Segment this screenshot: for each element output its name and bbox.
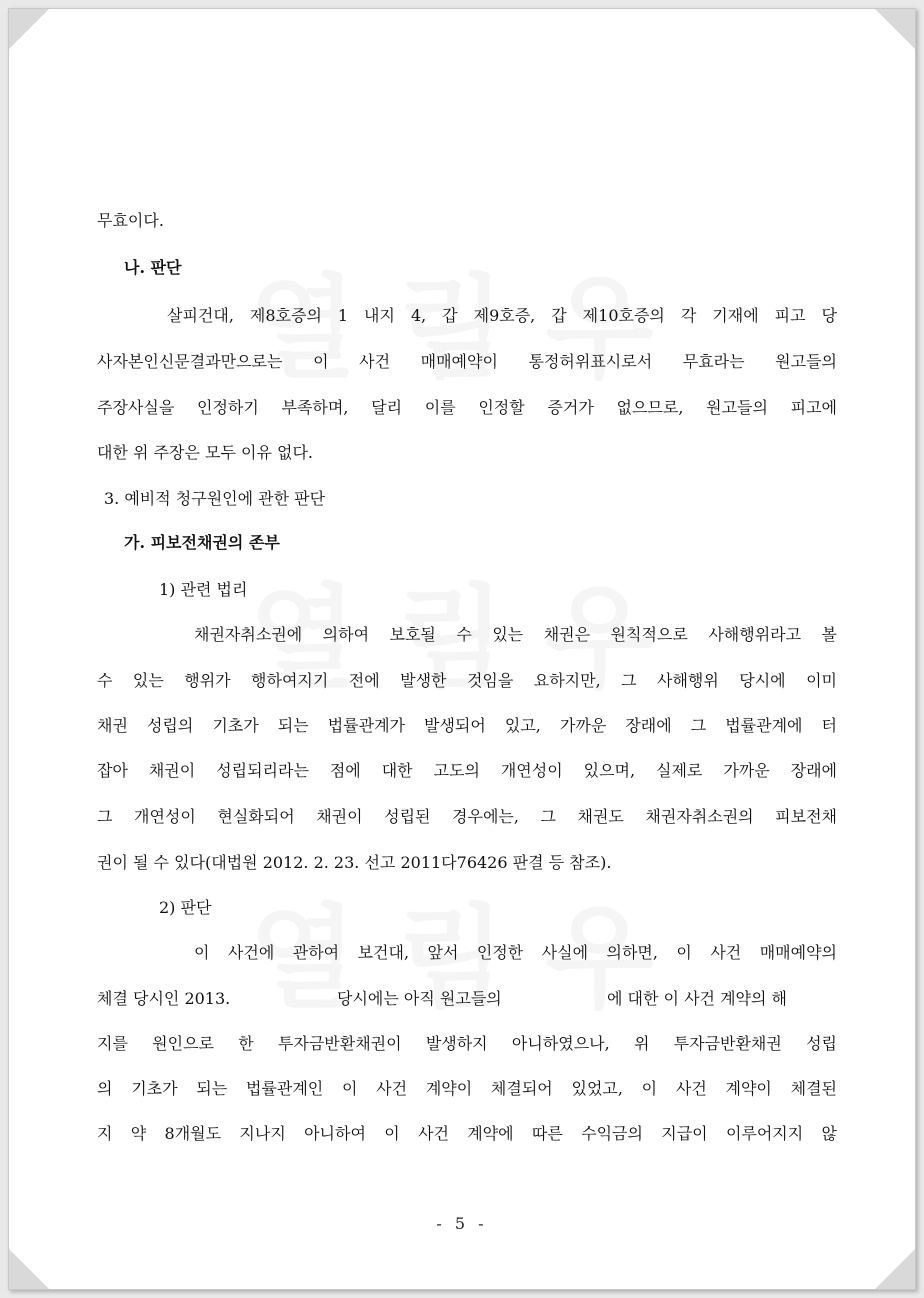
page-corner-top-right [875, 9, 915, 49]
text-line: 수 있는 행위가 행하여지기 전에 발생한 것임을 요하지만, 그 사해행위 당시에 이미 [97, 671, 837, 690]
text-line: 대한 위 주장은 모두 이유 없다. [97, 443, 313, 462]
text-line: 채권자취소권에 의하여 보호될 수 있는 채권은 원칙적으로 사해행위라고 볼 [194, 625, 837, 644]
text-line: 권이 될 수 있다(대법원 2012. 2. 23. 선고 2011다76426 판결 등 참조). [97, 853, 612, 872]
page-number: - 5 - [436, 1214, 488, 1233]
text-line: 사자본인신문결과만으로는 이 사건 매매예약이 통정허위표시로서 무효라는 원고들의 [97, 352, 837, 371]
text-line: 의 기초가 되는 법률관계인 이 사건 계약이 체결되어 있었고, 이 사건 계약이 체결된 [97, 1079, 837, 1098]
section-heading: 가. 피보전채권의 존부 [124, 533, 280, 552]
text-line: 이 사건에 관하여 보건대, 앞서 인정한 사실에 의하면, 이 사건 매매예약의 [194, 943, 837, 962]
section-heading: 3. 예비적 청구원인에 관한 판단 [104, 489, 326, 508]
text-line-part: 당시에는 아직 원고들의 [337, 989, 502, 1008]
subsection-heading: 2) 판단 [159, 898, 212, 917]
subsection-heading: 1) 관련 법리 [159, 580, 248, 599]
page-corner-bottom-left [9, 1249, 49, 1289]
text-line: 채권 성립의 기초가 되는 법률관계가 발생되어 있고, 가까운 장래에 그 법률관계에 터 [97, 716, 837, 735]
text-line-part: 체결 당시인 2013. [97, 989, 231, 1008]
text-line: 주장사실을 인정하기 부족하며, 달리 이를 인정할 증거가 없으므로, 원고들의 피고에 [97, 398, 837, 417]
text-line: 지 약 8개월도 지나지 아니하여 이 사건 계약에 따른 수익금의 지급이 이루어지지 않 [97, 1124, 837, 1143]
page-corner-bottom-right [875, 1249, 915, 1289]
page-corner-top-left [9, 9, 49, 49]
text-line: 무효이다. [97, 211, 164, 230]
section-heading: 나. 판단 [124, 258, 182, 277]
text-line: 그 개연성이 현실화되어 채권이 성립된 경우에는, 그 채권도 채권자취소권의 피보전채 [97, 807, 837, 826]
text-line-part: 에 대한 이 사건 계약의 해 [607, 989, 787, 1008]
text-line: 잡아 채권이 성립되리라는 점에 대한 고도의 개연성이 있으며, 실제로 가까운 장래에 [97, 761, 837, 780]
text-line: 지를 원인으로 한 투자금반환채권이 발생하지 아니하였으나, 위 투자금반환채권 성립 [97, 1034, 837, 1053]
text-line: 살피건대, 제8호증의 1 내지 4, 갑 제9호증, 갑 제10호증의 각 기재에 피고 당 [167, 306, 837, 325]
document-page [8, 8, 916, 1290]
